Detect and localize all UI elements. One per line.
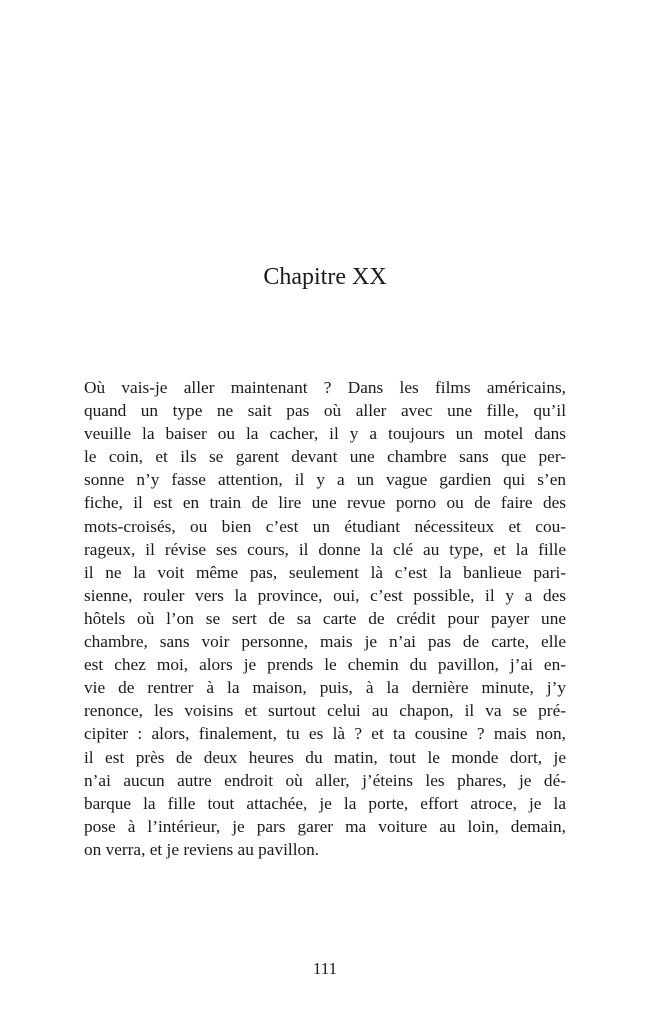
text-line: sienne, rouler vers la province, oui, c’est possible, il y a des [84, 585, 566, 605]
text-line: Où vais-je aller maintenant ? Dans les films américains, [84, 378, 566, 397]
text-line: le coin, et ils se garent devant une chambre sans que per- [84, 447, 566, 467]
text-line: sonne n’y fasse attention, il y a un vague gardien qui s’en [84, 470, 566, 490]
text-line: hôtels où l’on se sert de sa carte de crédit pour payer une [84, 608, 566, 628]
text-line: fiche, il est en train de lire une revue porno ou de faire des [84, 493, 566, 513]
text-line: barque la fille tout attachée, je la porte, effort atroce, je la [84, 793, 566, 813]
text-line: renonce, les voisins et surtout celui au chapon, il va se pré- [84, 701, 566, 721]
text-line: il ne la voit même pas, seulement là c’est la banlieue pari- [84, 562, 566, 582]
text-line: n’ai aucun autre endroit où aller, j’éteins les phares, je dé- [84, 770, 566, 790]
page-number: 111 [312, 959, 338, 978]
text-line: on verra, et je reviens au pavillon. [84, 839, 320, 859]
text-line: cipiter : alors, finalement, tu es là ? et ta cousine ? mais non, [84, 724, 566, 744]
text-line: quand un type ne sait pas où aller avec une fille, qu’il [84, 401, 566, 421]
text-line: est chez moi, alors je prends le chemin du pavillon, j’ai en- [84, 655, 566, 675]
chapter-title: Chapitre XX [263, 264, 387, 290]
text-line: il est près de deux heures du matin, tout le monde dort, je [84, 747, 566, 767]
text-line: chambre, sans voir personne, mais je n’ai pas de carte, elle [84, 632, 566, 652]
text-line: mots-croisés, ou bien c’est un étudiant nécessiteux et cou- [84, 516, 566, 536]
body-paragraph [84, 376, 566, 861]
text-line: vie de rentrer à la maison, puis, à la dernière minute, j’y [84, 678, 566, 698]
text-line: veuille la baiser ou la cacher, il y a toujours un motel dans [84, 424, 566, 444]
text-line: pose à l’intérieur, je pars garer ma voiture au loin, demain, [84, 816, 566, 836]
text-line: rageux, il révise ses cours, il donne la clé au type, et la fille [84, 539, 566, 559]
